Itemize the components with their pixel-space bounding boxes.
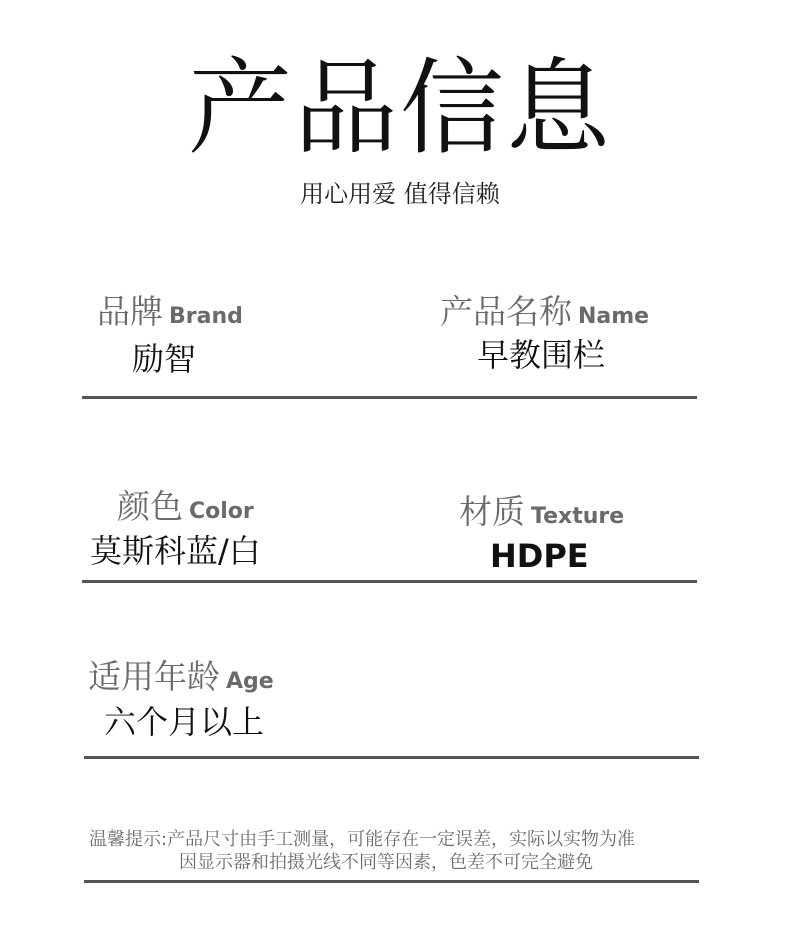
color-label [117,487,254,532]
color-value: 莫斯科蓝/白 [90,532,261,570]
notice-line-1: 温馨提示:产品尺寸由手工测量，可能存在一定误差，实际以实物为准 [89,829,636,850]
texture-label [459,492,624,537]
notice-line-2: 因显示器和拍摄光线不同等因素，色差不可完全避免 [179,852,593,873]
divider-1 [82,396,697,399]
texture-label-en: Texture [531,504,625,529]
color-label-cn: 颜色 [117,487,183,526]
page-title: 产品信息 [187,47,612,169]
texture-value: HDPE [490,537,589,575]
divider-3 [84,756,699,759]
age-value: 六个月以上 [104,703,265,741]
texture-label-cn: 材质 [459,492,525,531]
brand-label-en: Brand [169,304,243,329]
age-label-en: Age [226,669,274,694]
name-value: 早教围栏 [477,336,606,374]
name-label-en: Name [578,304,650,329]
name-label [440,292,649,337]
brand-label [97,292,243,337]
brand-value: 励智 [132,340,197,378]
color-label-en: Color [189,499,254,524]
divider-4 [84,880,699,883]
page-subtitle: 用心用爱 值得信赖 [300,180,500,208]
name-label-cn: 产品名称 [440,292,572,331]
brand-label-cn: 品牌 [97,292,163,331]
age-label [88,657,274,702]
age-label-cn: 适用年龄 [88,657,220,696]
divider-2 [82,580,697,583]
